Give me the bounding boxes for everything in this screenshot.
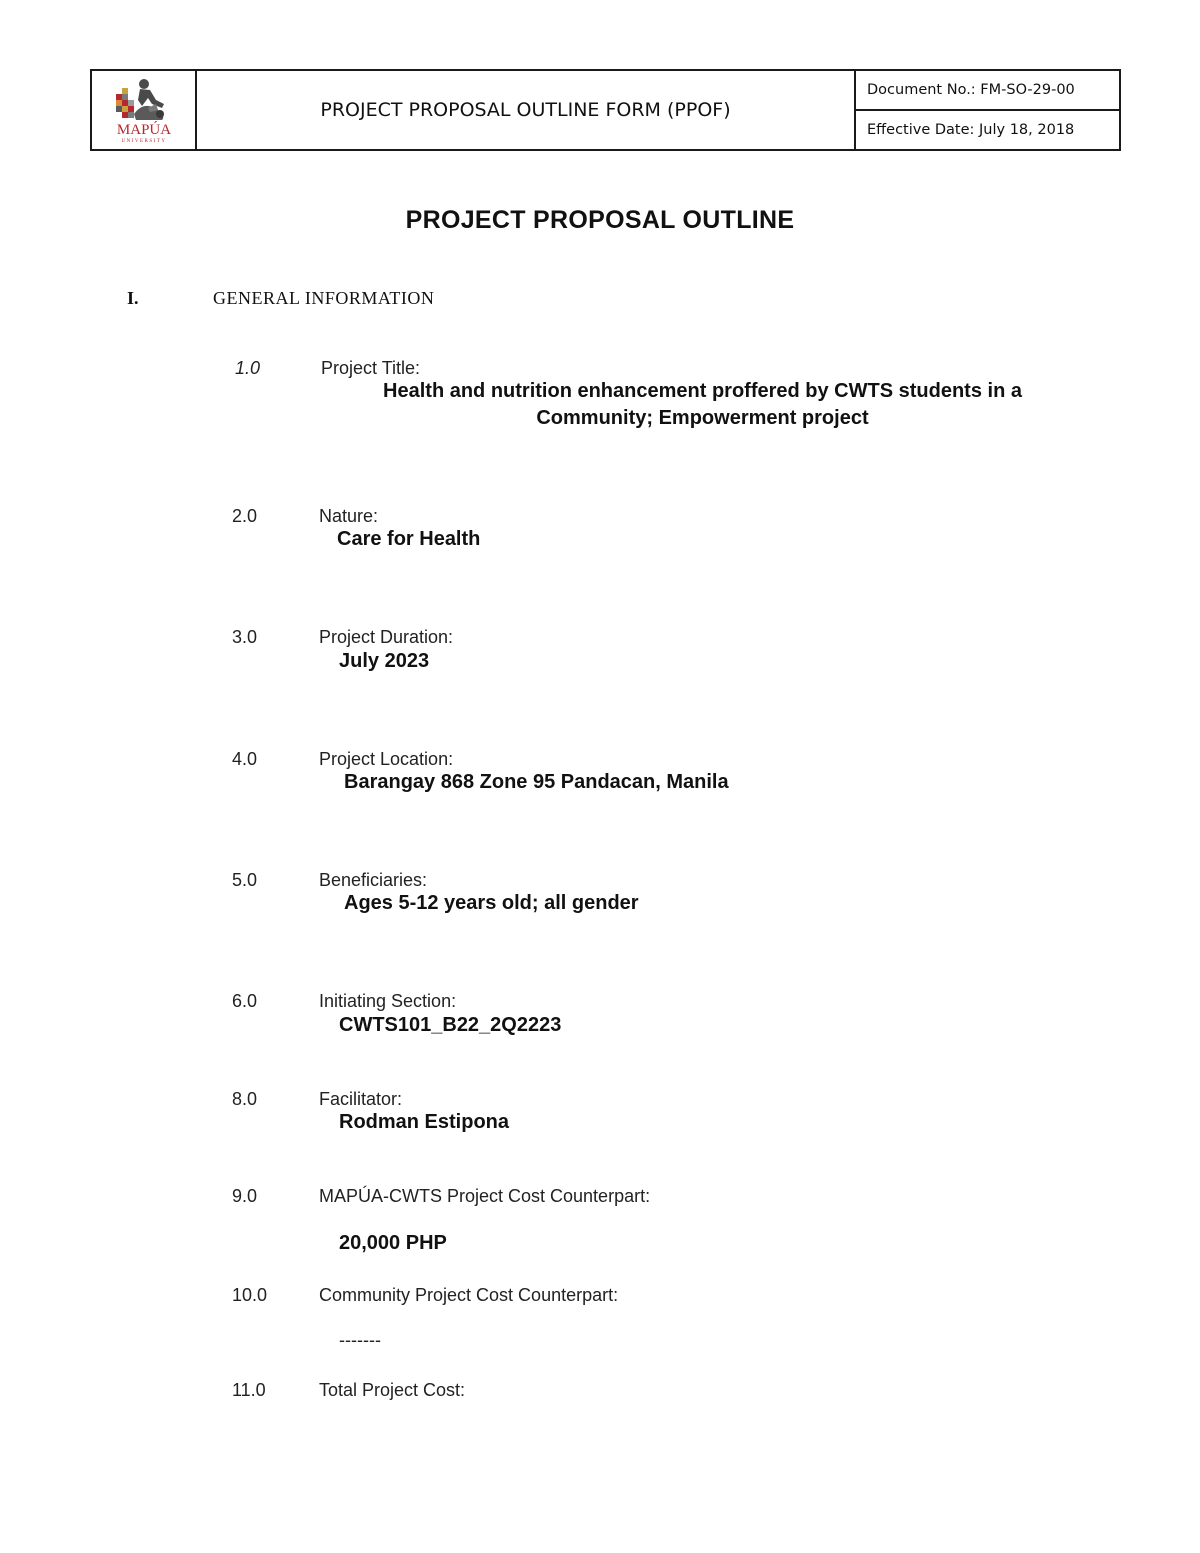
effective-date: Effective Date: July 18, 2018 xyxy=(867,122,1075,138)
item-number-project-title: 1.0 xyxy=(235,358,261,378)
item-number-initiating-section: 6.0 xyxy=(232,991,258,1011)
label-community-cost: Community Project Cost Counterpart: xyxy=(319,1285,619,1305)
document-meta xyxy=(856,71,1119,149)
document-number: Document No.: FM-SO-29-00 xyxy=(856,71,1119,111)
value-mapua-cost: 20,000 PHP xyxy=(339,1232,447,1254)
mapua-logo xyxy=(92,71,197,149)
value-community-cost: ------- xyxy=(339,1330,381,1350)
label-initiating-section: Initiating Section: xyxy=(319,991,457,1011)
section-title: GENERAL INFORMATION xyxy=(213,288,435,308)
item-number-beneficiaries: 5.0 xyxy=(232,870,258,890)
mapua-logo-icon xyxy=(104,74,184,146)
label-nature: Nature: xyxy=(319,506,379,526)
item-number-mapua-cost: 9.0 xyxy=(232,1186,258,1206)
label-duration: Project Duration: xyxy=(319,627,454,647)
item-number-duration: 3.0 xyxy=(232,627,258,647)
section-number: I. xyxy=(127,288,139,308)
logo-wordmark: MAPÚA xyxy=(116,122,171,138)
value-nature: Care for Health xyxy=(337,528,481,550)
item-number-facilitator: 8.0 xyxy=(232,1089,258,1109)
label-facilitator: Facilitator: xyxy=(319,1089,403,1109)
value-initiating-section: CWTS101_B22_2Q2223 xyxy=(339,1014,562,1036)
value-location: Barangay 868 Zone 95 Pandacan, Manila xyxy=(344,771,729,793)
form-title: PROJECT PROPOSAL OUTLINE FORM (PPOF) xyxy=(197,71,856,149)
label-beneficiaries: Beneficiaries: xyxy=(319,870,428,890)
value-facilitator: Rodman Estipona xyxy=(339,1111,510,1133)
item-number-nature: 2.0 xyxy=(232,506,258,526)
label-total-cost: Total Project Cost: xyxy=(319,1380,466,1400)
label-mapua-cost: MAPÚA-CWTS Project Cost Counterpart: xyxy=(319,1186,651,1206)
logo-subtext: UNIVERSITY xyxy=(121,139,166,144)
item-number-total-cost: 11.0 xyxy=(232,1380,266,1400)
value-beneficiaries: Ages 5-12 years old; all gender xyxy=(344,892,639,914)
value-project-title: Health and nutrition enhancement proffered by CWTS students in a Community; Empowerment project xyxy=(383,380,1022,429)
item-number-community-cost: 10.0 xyxy=(232,1285,268,1305)
item-number-location: 4.0 xyxy=(232,749,258,769)
label-location: Project Location: xyxy=(319,749,454,769)
document-header xyxy=(90,69,1121,151)
value-duration: July 2023 xyxy=(339,650,430,672)
page-title: PROJECT PROPOSAL OUTLINE xyxy=(405,206,795,234)
label-project-title: Project Title: xyxy=(321,358,421,378)
